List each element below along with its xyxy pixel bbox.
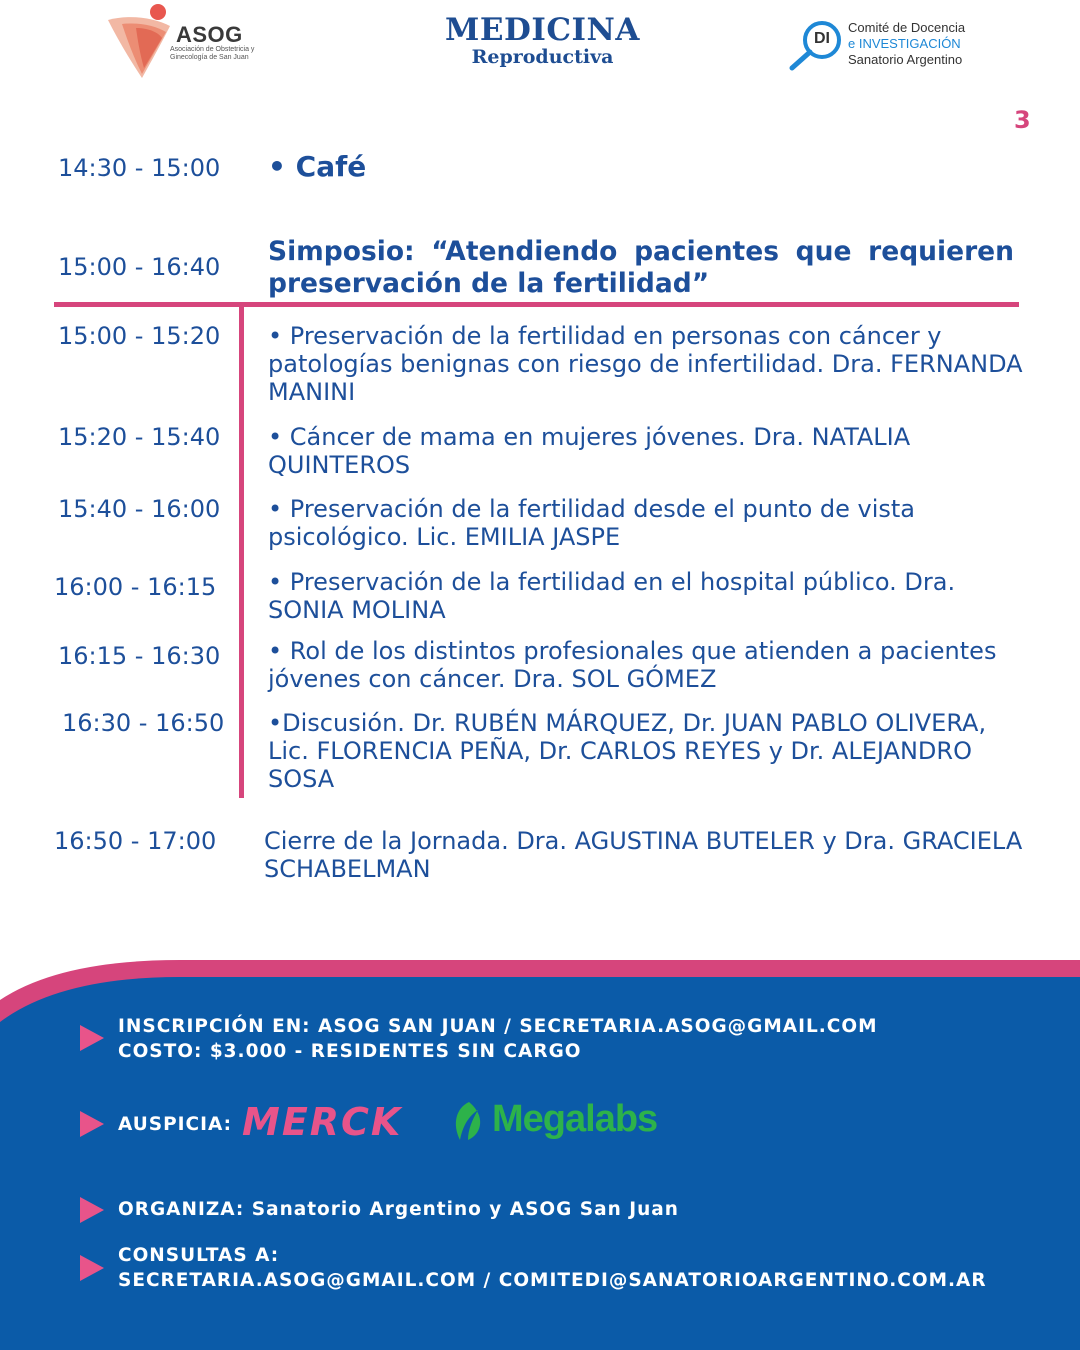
talk-text: • Rol de los distintos profesionales que atienden a pacientes jóvenes con cáncer. Dra. SOL GÓMEZ — [268, 637, 997, 693]
talk-time: 15:00 - 15:20 — [58, 322, 221, 350]
committee-line3: Sanatorio Argentino — [848, 52, 963, 67]
event-subtitle: Reproductiva — [471, 46, 614, 68]
closing-text: Cierre de la Jornada. Dra. AGUSTINA BUTELER y Dra. GRACIELA SCHABELMAN — [264, 827, 1023, 883]
arrow-icon — [80, 1197, 104, 1223]
asog-subtitle: Asociación de Obstetricia y Ginecología de San Juan — [170, 46, 255, 61]
talk-time: 16:00 - 16:15 — [54, 573, 217, 601]
organizer-text: ORGANIZA: Sanatorio Argentino y ASOG San Juan — [118, 1199, 679, 1220]
asog-name: ASOG — [176, 22, 243, 47]
contact-emails: SECRETARIA.ASOG@GMAIL.COM / COMITEDI@SANATORIOARGENTINO.COM.AR — [118, 1270, 987, 1291]
talk-text: • Cáncer de mama en mujeres jóvenes. Dra. NATALIA QUINTEROS — [268, 423, 911, 479]
talk-time: 16:15 - 16:30 — [58, 642, 221, 670]
merck-logo: MERCK — [242, 1100, 403, 1144]
megalabs-logo: Megalabs — [492, 1098, 658, 1140]
divider-vertical — [239, 305, 244, 798]
coffee-time: 14:30 - 15:00 — [58, 154, 221, 182]
arrow-icon — [80, 1255, 104, 1281]
megalabs-leaf-icon — [450, 1100, 488, 1144]
page-number: 3 — [1014, 106, 1031, 134]
symposium-title: Simposio: “Atendiendo pacientes que requieren preservación de la fertilidad” — [268, 236, 1014, 299]
event-title: MEDICINA — [445, 12, 640, 48]
registration-text: INSCRIPCIÓN EN: ASOG SAN JUAN / SECRETARIA.ASOG@GMAIL.COM — [118, 1016, 878, 1037]
talk-time: 15:40 - 16:00 — [58, 495, 221, 523]
arrow-icon — [80, 1111, 104, 1137]
talk-text: • Preservación de la fertilidad en personas con cáncer y patologías benignas con riesgo de infertilidad. Dra. FERNANDA MANINI — [268, 322, 1023, 406]
committee-line2: e INVESTIGACIÓN — [848, 36, 961, 51]
talk-time: 15:20 - 15:40 — [58, 423, 221, 451]
committee-badge: DI — [814, 30, 830, 47]
sponsors-label: AUSPICIA: — [118, 1114, 233, 1135]
symposium-time: 15:00 - 16:40 — [58, 253, 221, 281]
coffee-text: • Café — [268, 150, 367, 183]
talk-text: • Preservación de la fertilidad desde el punto de vista psicológico. Lic. EMILIA JASPE — [268, 495, 916, 551]
talk-time: 16:30 - 16:50 — [62, 709, 225, 737]
arrow-icon — [80, 1025, 104, 1051]
committee-line1: Comité de Docencia — [848, 20, 966, 35]
divider-horizontal — [54, 302, 1019, 307]
contact-label: CONSULTAS A: — [118, 1245, 280, 1266]
talk-text: •Discusión. Dr. RUBÉN MÁRQUEZ, Dr. JUAN PABLO OLIVERA, Lic. FLORENCIA PEÑA, Dr. CARLOS REYES y Dr. ALEJANDRO SOSA — [268, 709, 987, 793]
talk-text: • Preservación de la fertilidad en el hospital público. Dra. SONIA MOLINA — [268, 568, 956, 624]
cost-text: COSTO: $3.000 - RESIDENTES SIN CARGO — [118, 1041, 582, 1062]
closing-time: 16:50 - 17:00 — [54, 827, 217, 855]
